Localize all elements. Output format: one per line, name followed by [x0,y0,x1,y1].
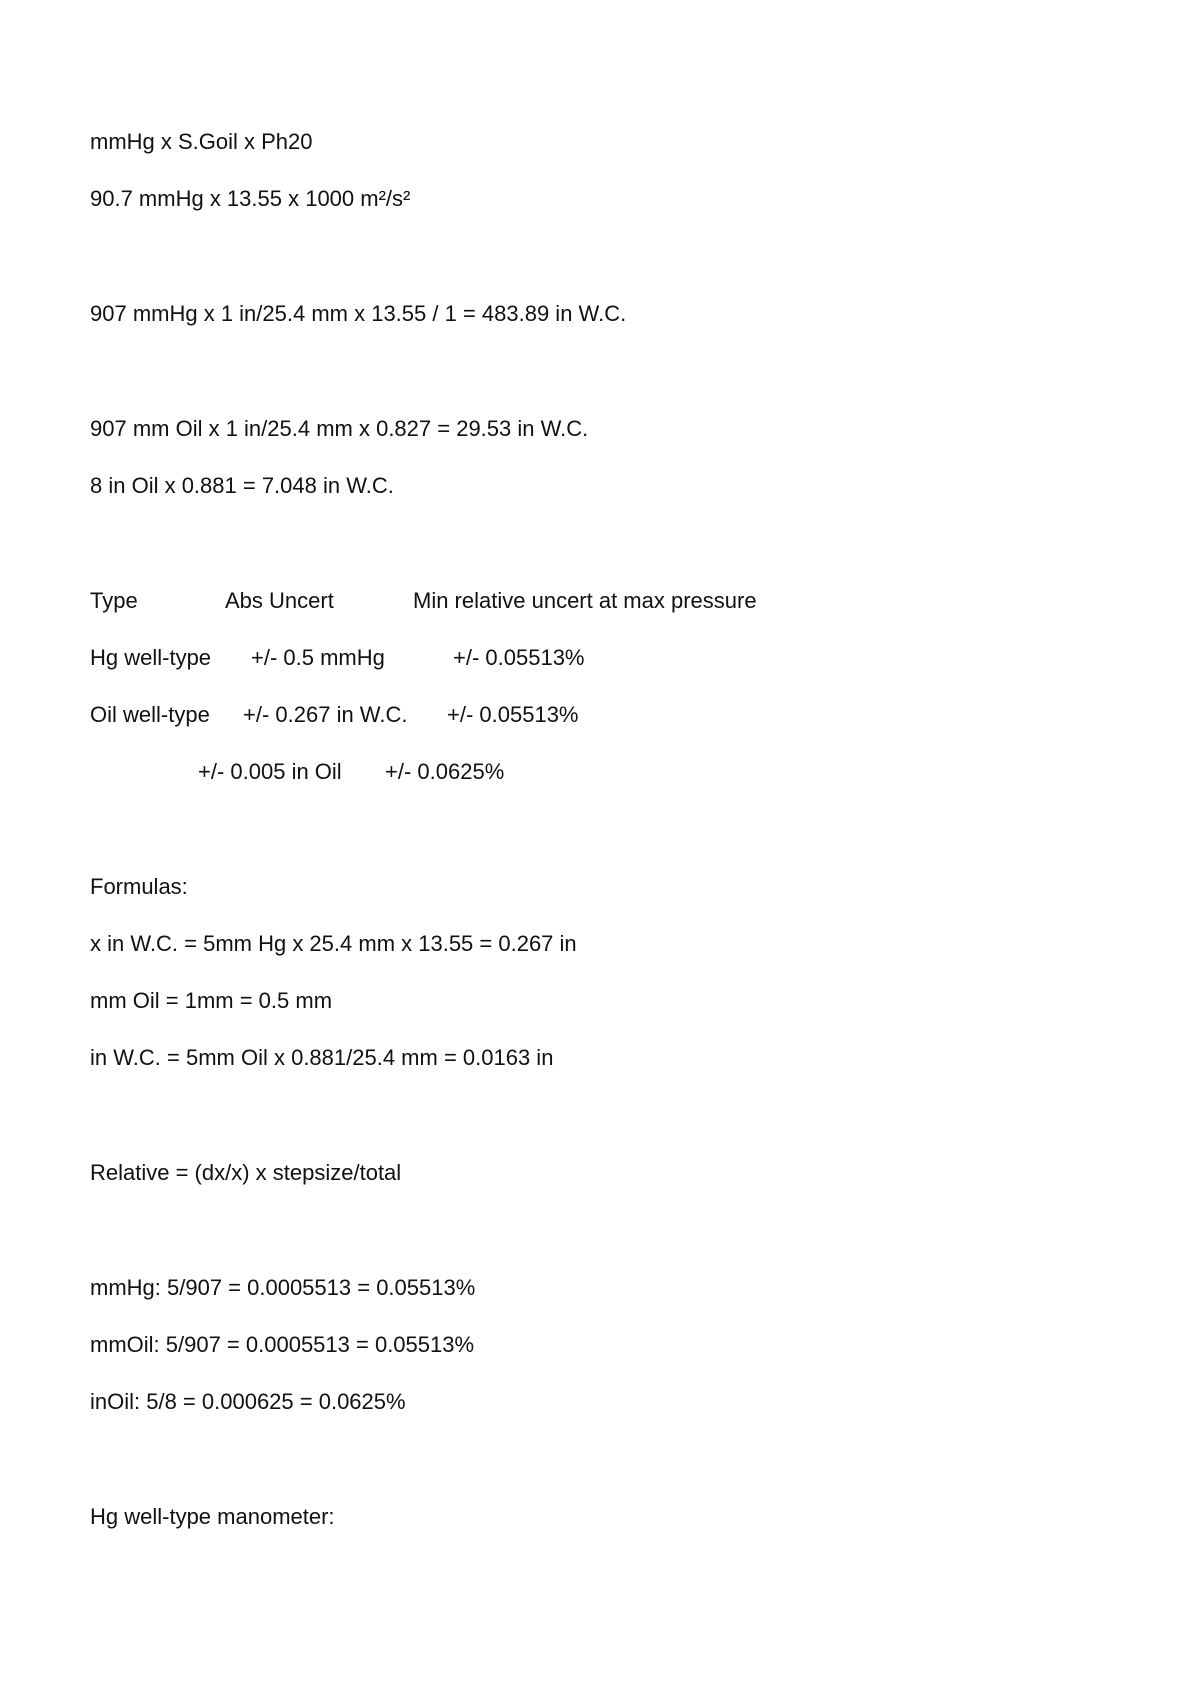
table-cell-rel: +/- 0.05513% [453,645,585,670]
table-cell-type: Oil well-type [90,702,210,727]
table-cell-abs: +/- 0.267 in W.C. [243,702,408,727]
table-cell-rel: +/- 0.0625% [385,759,505,784]
conversion-line-4: 907 mm Oil x 1 in/25.4 mm x 0.827 = 29.53 in W.C. [90,416,589,441]
relative-line-inoil: inOil: 5/8 = 0.000625 = 0.0625% [90,1389,406,1414]
table-cell-type: Hg well-type [90,645,212,670]
table-header-abs-uncert: Abs Uncert [225,588,334,613]
formula-line-1: x in W.C. = 5mm Hg x 25.4 mm x 13.55 = 0.267 in [90,931,577,956]
table-header-type: Type [90,588,138,613]
conversion-line-3: 907 mmHg x 1 in/25.4 mm x 13.55 / 1 = 483.89 in W.C. [90,301,627,326]
formula-line-2: mm Oil = 1mm = 0.5 mm [90,988,333,1013]
table-cell-abs: +/- 0.5 mmHg [251,645,385,670]
relative-line-mmhg: mmHg: 5/907 = 0.0005513 = 0.05513% [90,1275,476,1300]
relative-definition: Relative = (dx/x) x stepsize/total [90,1160,402,1185]
relative-line-mmoil: mmOil: 5/907 = 0.0005513 = 0.05513% [90,1332,475,1357]
table-cell-rel: +/- 0.05513% [447,702,579,727]
conversion-line-5: 8 in Oil x 0.881 = 7.048 in W.C. [90,473,394,498]
table-cell-abs: +/- 0.005 in Oil [198,759,342,784]
conversion-line-1: mmHg x S.Goil x Ph20 [90,129,313,154]
table-header-relative-uncert: Min relative uncert at max pressure [413,588,757,613]
formulas-heading: Formulas: [90,874,188,899]
conversion-line-2: 90.7 mmHg x 13.55 x 1000 m²/s² [90,186,411,211]
formula-line-3: in W.C. = 5mm Oil x 0.881/25.4 mm = 0.0163 in [90,1045,554,1070]
section-heading: Hg well-type manometer: [90,1504,335,1529]
